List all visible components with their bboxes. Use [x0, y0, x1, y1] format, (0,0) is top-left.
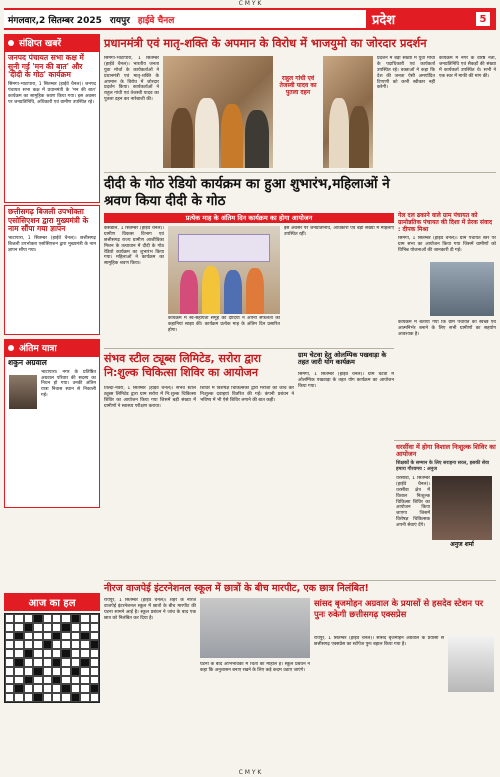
- crossword-cell: [5, 632, 14, 641]
- crossword-cell: [43, 640, 52, 649]
- crossword-cell: [90, 640, 99, 649]
- crossword-grid: [4, 613, 100, 703]
- top-story-col-1: सिमगा-भाटापारा, 1 सितम्बर (हाईवे चैनल)। भारतीय जनता युवा मोर्चा के कार्यकर्ताओं ने प्रधानमंत्री एवं मातृ-शक्ति के अपमान के विरोध में जोरदार प्रदर्शन किया। कार्यकर्ताओं ने राहुल गांधी एवं तेजस्वी यादव का पुतला दहन कर नारेबाजी की।: [104, 56, 159, 103]
- crossword-cell: [80, 649, 89, 658]
- crossword-cell: [80, 667, 89, 676]
- crossword-cell: [5, 693, 14, 702]
- crossword-cell: [61, 684, 70, 693]
- crossword-cell: [52, 658, 61, 667]
- top-story-col-3: कार्यक्रम में नगर के वरिष्ठ नेता, जनप्रतिनिधि एवं सैकड़ों की संख्या में कार्यकर्ता उपस्थित थे। सभी ने एक स्वर में माफी की मांग की।: [439, 56, 496, 79]
- crossword-cell: [14, 684, 23, 693]
- page-number: 5: [476, 12, 490, 26]
- crossword-cell: [71, 623, 80, 632]
- story2-col-2: कार्यक्रम में स्व-सहायता समूह की दीदियों ने अपनी सफलता की कहानियां साझा कीं। कार्यक्रम प्रत्येक माह के अंतिम दिन प्रसारित होगा।: [168, 316, 280, 333]
- obituary-name: शकुन अग्रवाल: [8, 358, 47, 367]
- masthead: [4, 8, 496, 30]
- masthead-strip: [4, 8, 366, 30]
- crossword-cell: [24, 632, 33, 641]
- crossword-cell: [14, 623, 23, 632]
- crossword-cell: [24, 676, 33, 685]
- crossword-cell: [14, 658, 23, 667]
- story7-photo: [448, 636, 494, 692]
- crossword-cell: [71, 658, 80, 667]
- crossword-cell: [71, 632, 80, 641]
- story3-headline: संभव स्टील ट्यूब्स लिमिटेड, सरोरा द्वारा नि:शुल्क चिकित्सा शिविर का आयोजन: [104, 352, 261, 380]
- story4-text: सिमगा, 1 सितम्बर (हाईवे चैनल)। ग्राम चेटवा में ओलम्पिक पखवाड़ा के तहत योग कार्यक्रम का आयोजन किया गया।: [298, 372, 394, 389]
- section-tab: [366, 8, 496, 30]
- crossword-cell: [33, 676, 42, 685]
- masthead-date: मंगलवार,2 सितम्बर 2025: [8, 15, 102, 26]
- crossword-cell: [61, 693, 70, 702]
- crossword-cell: [90, 658, 99, 667]
- brief-news-headline: जनपद पंचायत सभा कक्ष में सुनी गई 'मन की बात' और 'दीदी के गोठ' कार्यक्रम: [8, 53, 84, 80]
- crossword-cell: [33, 614, 42, 623]
- crossword-cell: [24, 667, 33, 676]
- crossword-cell: [33, 667, 42, 676]
- brief-news-headline-2: छत्तीसगढ़ बिजली उपभोक्ता एसोसिएशन द्वारा मुख्यमंत्री के नाम सौंपा गया ज्ञापन: [8, 207, 89, 234]
- brief-news-text: सिमगा-भाटापारा, 1 सितम्बर (हाईवे चैनल)। जनपद पंचायत सभा कक्ष में प्रधानमंत्री के 'मन की बात' कार्यक्रम का सामूहिक श्रवण किया गया। इस अवसर पर जनप्रतिनिधि, अधिकारी एवं ग्रामीण उपस्थित रहे।: [8, 81, 96, 105]
- crossword-cell: [33, 658, 42, 667]
- crossword-cell: [43, 632, 52, 641]
- crossword-cell: [61, 640, 70, 649]
- crossword-cell: [14, 667, 23, 676]
- crossword-cell: [24, 693, 33, 702]
- crossword-cell: [52, 684, 61, 693]
- story2-strap: प्रत्येक माह के अंतिम दिन कार्यक्रम का होगा आयोजन: [104, 213, 394, 223]
- rule: [394, 440, 496, 441]
- crossword-cell: [43, 623, 52, 632]
- right-col-headline: गेल दल ढकाने वाले ग्राम पंचायत को ग्रामोन्नतिक पंचायत की दिशा में प्रेरक संवाद : दीपक मिश्रा: [398, 212, 493, 233]
- crossword-cell: [14, 649, 23, 658]
- crossword-cell: [5, 614, 14, 623]
- story2-col-3: इस अवसर पर जनप्रतिनिधि, अधिकारी एवं बड़ी संख्या में महिलाएं उपस्थित रहीं।: [284, 226, 394, 237]
- crossword-cell: [61, 649, 70, 658]
- crossword-cell: [61, 623, 70, 632]
- crossword-cell: [5, 640, 14, 649]
- story2-col-1: कसडोल, 1 सितम्बर (हाईवे चैनल)। ग्रामीण विकास विभाग एवं छत्तीसगढ़ राज्य ग्रामीण आजीविका मिशन के तत्वाधान में दीदी के गोठ रेडियो कार्यक्रम का शुभारंभ किया गया। महिलाओं ने कार्यक्रम का सामूहिक श्रवण किया।: [104, 226, 164, 267]
- story6-col-2: घटना के बाद अभिभावकों में चिंता का माहौल है। स्कूल प्रबंधन ने कहा कि अनुशासन बनाए रखने के लिए कड़े कदम उठाए जाएंगे।: [200, 662, 310, 673]
- crossword-cell: [80, 684, 89, 693]
- crossword-cell: [52, 676, 61, 685]
- crossword-cell: [5, 623, 14, 632]
- bullet-icon: [8, 345, 14, 351]
- crossword-cell: [90, 693, 99, 702]
- crossword-box: [4, 593, 100, 703]
- crossword-cell: [52, 649, 61, 658]
- crossword-cell: [33, 632, 42, 641]
- story2-headline: दीदी के गोठ रेडियो कार्यक्रम का हुआ शुभारंभ,महिलाओं ने श्रवण किया दीदी के गोठ: [104, 176, 390, 209]
- crossword-cell: [52, 640, 61, 649]
- crossword-cell: [43, 658, 52, 667]
- crossword-cell: [5, 684, 14, 693]
- story7-text: रायपुर, 1 सितम्बर (हाईवे चैनल)। सांसद बृजमोहन अग्रवाल के प्रयासों से छत्तीसगढ़ एक्सप्रेस का स्टॉपेज पुनः बहाल किया गया है।: [314, 636, 444, 647]
- crossword-cell: [5, 649, 14, 658]
- top-story-headline: प्रधानमंत्री एवं मातृ-शक्ति के अपमान के विरोध में भाजयुमो का जोरदार प्रदर्शन: [104, 36, 427, 50]
- crossword-cell: [71, 649, 80, 658]
- rule: [104, 348, 394, 349]
- print-marks-bottom: C M Y K: [238, 769, 262, 776]
- story2-photo: [168, 226, 280, 314]
- crossword-cell: [43, 676, 52, 685]
- story3-col-2: शिविर में विशेषज्ञ चिकित्सकों द्वारा मरीजों की जांच कर निःशुल्क दवाइयां वितरित की गईं। कंपनी प्रबंधन ने भविष्य में भी ऐसे शिविर लगाने की बात कही।: [200, 386, 294, 403]
- brief-news-box-2: [4, 205, 100, 335]
- top-story-photo: [163, 56, 273, 168]
- crossword-cell: [52, 623, 61, 632]
- right-col-photo: [430, 262, 494, 316]
- crossword-cell: [71, 676, 80, 685]
- crossword-cell: [80, 632, 89, 641]
- crossword-cell: [80, 693, 89, 702]
- crossword-cell: [33, 693, 42, 702]
- story5-person-caption: अनुज शर्मा: [450, 541, 474, 548]
- crossword-cell: [5, 658, 14, 667]
- crossword-cell: [61, 667, 70, 676]
- crossword-cell: [52, 632, 61, 641]
- crossword-cell: [14, 640, 23, 649]
- crossword-cell: [24, 640, 33, 649]
- top-story-photo-2: [323, 56, 373, 168]
- obituary-text: भाटापारा। नगर के प्रतिष्ठित अग्रवाल परिवार की सदस्य का निधन हो गया। उनकी अंतिम यात्रा निवास स्थान से निकाली गई।: [41, 369, 96, 399]
- story5-strap: शिक्षकों के सम्मान के लिए सराहना सरल, इसकी सेवा हमारा गौरवमय : अनुज: [396, 461, 490, 472]
- crossword-cell: [33, 640, 42, 649]
- crossword-cell: [90, 667, 99, 676]
- crossword-cell: [52, 667, 61, 676]
- bullet-icon: [8, 40, 14, 46]
- crossword-cell: [43, 693, 52, 702]
- rule: [104, 172, 496, 173]
- crossword-cell: [61, 658, 70, 667]
- story5-photo: [432, 476, 492, 540]
- crossword-cell: [5, 676, 14, 685]
- crossword-cell: [80, 614, 89, 623]
- crossword-cell: [61, 676, 70, 685]
- print-marks-top: C M Y K: [238, 0, 262, 7]
- crossword-cell: [33, 649, 42, 658]
- crossword-cell: [80, 658, 89, 667]
- crossword-cell: [24, 684, 33, 693]
- crossword-cell: [90, 623, 99, 632]
- crossword-cell: [80, 676, 89, 685]
- story7-headline: सांसद बृजमोहन अग्रवाल के प्रयासों से हसदेव स्टेशन पर पुनः रुकेगी छत्तीसगढ़ एक्सप्रेस: [314, 598, 484, 619]
- crossword-cell: [33, 623, 42, 632]
- crossword-cell: [24, 658, 33, 667]
- crossword-cell: [71, 693, 80, 702]
- story5-text: धरसींवा, 1 सितम्बर (हाईवे चैनल)। धरसींवा क्षेत्र में विशाल निःशुल्क चिकित्सा शिविर का आयोजन किया जाएगा जिसमें विशेषज्ञ चिकित्सक अपनी सेवाएं देंगे।: [396, 476, 430, 528]
- top-story-col-2: प्रदर्शन में बड़ी संख्या में युवा मोर्चा के पदाधिकारी एवं कार्यकर्ता उपस्थित रहे। वक्ताओं ने कहा कि देश की जनता ऐसी अमर्यादित टिप्पणी को कभी स्वीकार नहीं करेगी।: [377, 56, 435, 91]
- crossword-cell: [43, 667, 52, 676]
- crossword-title: आज का हल: [4, 593, 100, 611]
- rule: [104, 580, 496, 581]
- story4-headline: ग्राम चेटवा हेतु ओलम्पिक पखवाड़ा के तहत जारी योग कार्यक्रम: [298, 351, 387, 367]
- top-story-caption: राहुल गांधी एवं तेजस्वी यादव का पुतला दहन: [279, 75, 317, 97]
- masthead-city: रायपुर: [109, 15, 130, 26]
- crossword-cell: [80, 623, 89, 632]
- right-col-text-2: कार्यक्रम में बताया गया कि ग्राम पंचायत को स्वच्छ एवं आत्मनिर्भर बनाने के लिए सभी ग्रामीणों का सहयोग आवश्यक है।: [398, 320, 496, 337]
- crossword-cell: [80, 640, 89, 649]
- obituary-title: अंतिम यात्रा: [4, 339, 100, 356]
- crossword-cell: [24, 649, 33, 658]
- story6-col-1: रायपुर, 1 सितम्बर (हाईवे चैनल)। शहर के नीरज वाजपेई इंटरनेशनल स्कूल में छात्रों के बीच मारपीट की घटना सामने आई है। स्कूल प्रबंधन ने जांच के बाद एक छात्र को निलंबित कर दिया है।: [104, 598, 196, 621]
- crossword-cell: [71, 667, 80, 676]
- crossword-cell: [90, 632, 99, 641]
- crossword-cell: [90, 649, 99, 658]
- obituary-box: [4, 356, 100, 508]
- crossword-cell: [33, 684, 42, 693]
- crossword-cell: [5, 667, 14, 676]
- crossword-cell: [14, 632, 23, 641]
- obituary-photo: [9, 375, 37, 409]
- crossword-cell: [61, 614, 70, 623]
- crossword-cell: [71, 640, 80, 649]
- brief-news-title: संक्षिप्त खबरें: [4, 34, 100, 51]
- crossword-cell: [90, 614, 99, 623]
- story6-headline: नीरज वाजपेई इंटरनेशनल स्कूल में छात्रों के बीच मारपीट, एक छात्र निलंबित!: [104, 583, 369, 594]
- crossword-cell: [43, 684, 52, 693]
- story3-col-1: तिल्दा-नेवरा, 1 सितम्बर (हाईवे चैनल)। संभव स्टील ट्यूब्स लिमिटेड द्वारा ग्राम सरोरा में नि:शुल्क चिकित्सा शिविर का आयोजन किया गया जिसमें बड़ी संख्या में ग्रामीणों ने स्वास्थ्य परीक्षण कराया।: [104, 386, 196, 409]
- crossword-cell: [52, 614, 61, 623]
- crossword-cell: [61, 632, 70, 641]
- crossword-cell: [90, 676, 99, 685]
- crossword-cell: [14, 676, 23, 685]
- crossword-cell: [14, 614, 23, 623]
- crossword-cell: [71, 614, 80, 623]
- left-sidebar: [4, 34, 100, 508]
- story6-photo: [200, 598, 310, 658]
- masthead-brand: हाईवे चैनल: [137, 15, 175, 26]
- crossword-cell: [14, 693, 23, 702]
- crossword-cell: [90, 684, 99, 693]
- crossword-cell: [71, 684, 80, 693]
- right-col-text: सिमगा, 1 सितम्बर (हाईवे चैनल)। ग्राम पंचायत स्तर पर ग्राम सभा का आयोजन किया गया जिसमें ग्रामीणों को विभिन्न योजनाओं की जानकारी दी गई।: [398, 236, 496, 253]
- section-name: प्रदेश: [372, 13, 396, 28]
- crossword-cell: [52, 693, 61, 702]
- crossword-cell: [43, 649, 52, 658]
- brief-news-box: [4, 51, 100, 203]
- story5-headline: धरसींवा में होगा विशाल निःशुल्क शिविर का आयोजन: [396, 443, 496, 459]
- crossword-cell: [24, 614, 33, 623]
- crossword-cell: [43, 614, 52, 623]
- brief-news-text-2: भाटापारा, 1 सितम्बर (हाईवे चैनल)। छत्तीसगढ़ बिजली उपभोक्ता एसोसिएशन द्वारा मुख्यमंत्री के नाम ज्ञापन सौंपा गया।: [8, 235, 96, 253]
- crossword-cell: [24, 623, 33, 632]
